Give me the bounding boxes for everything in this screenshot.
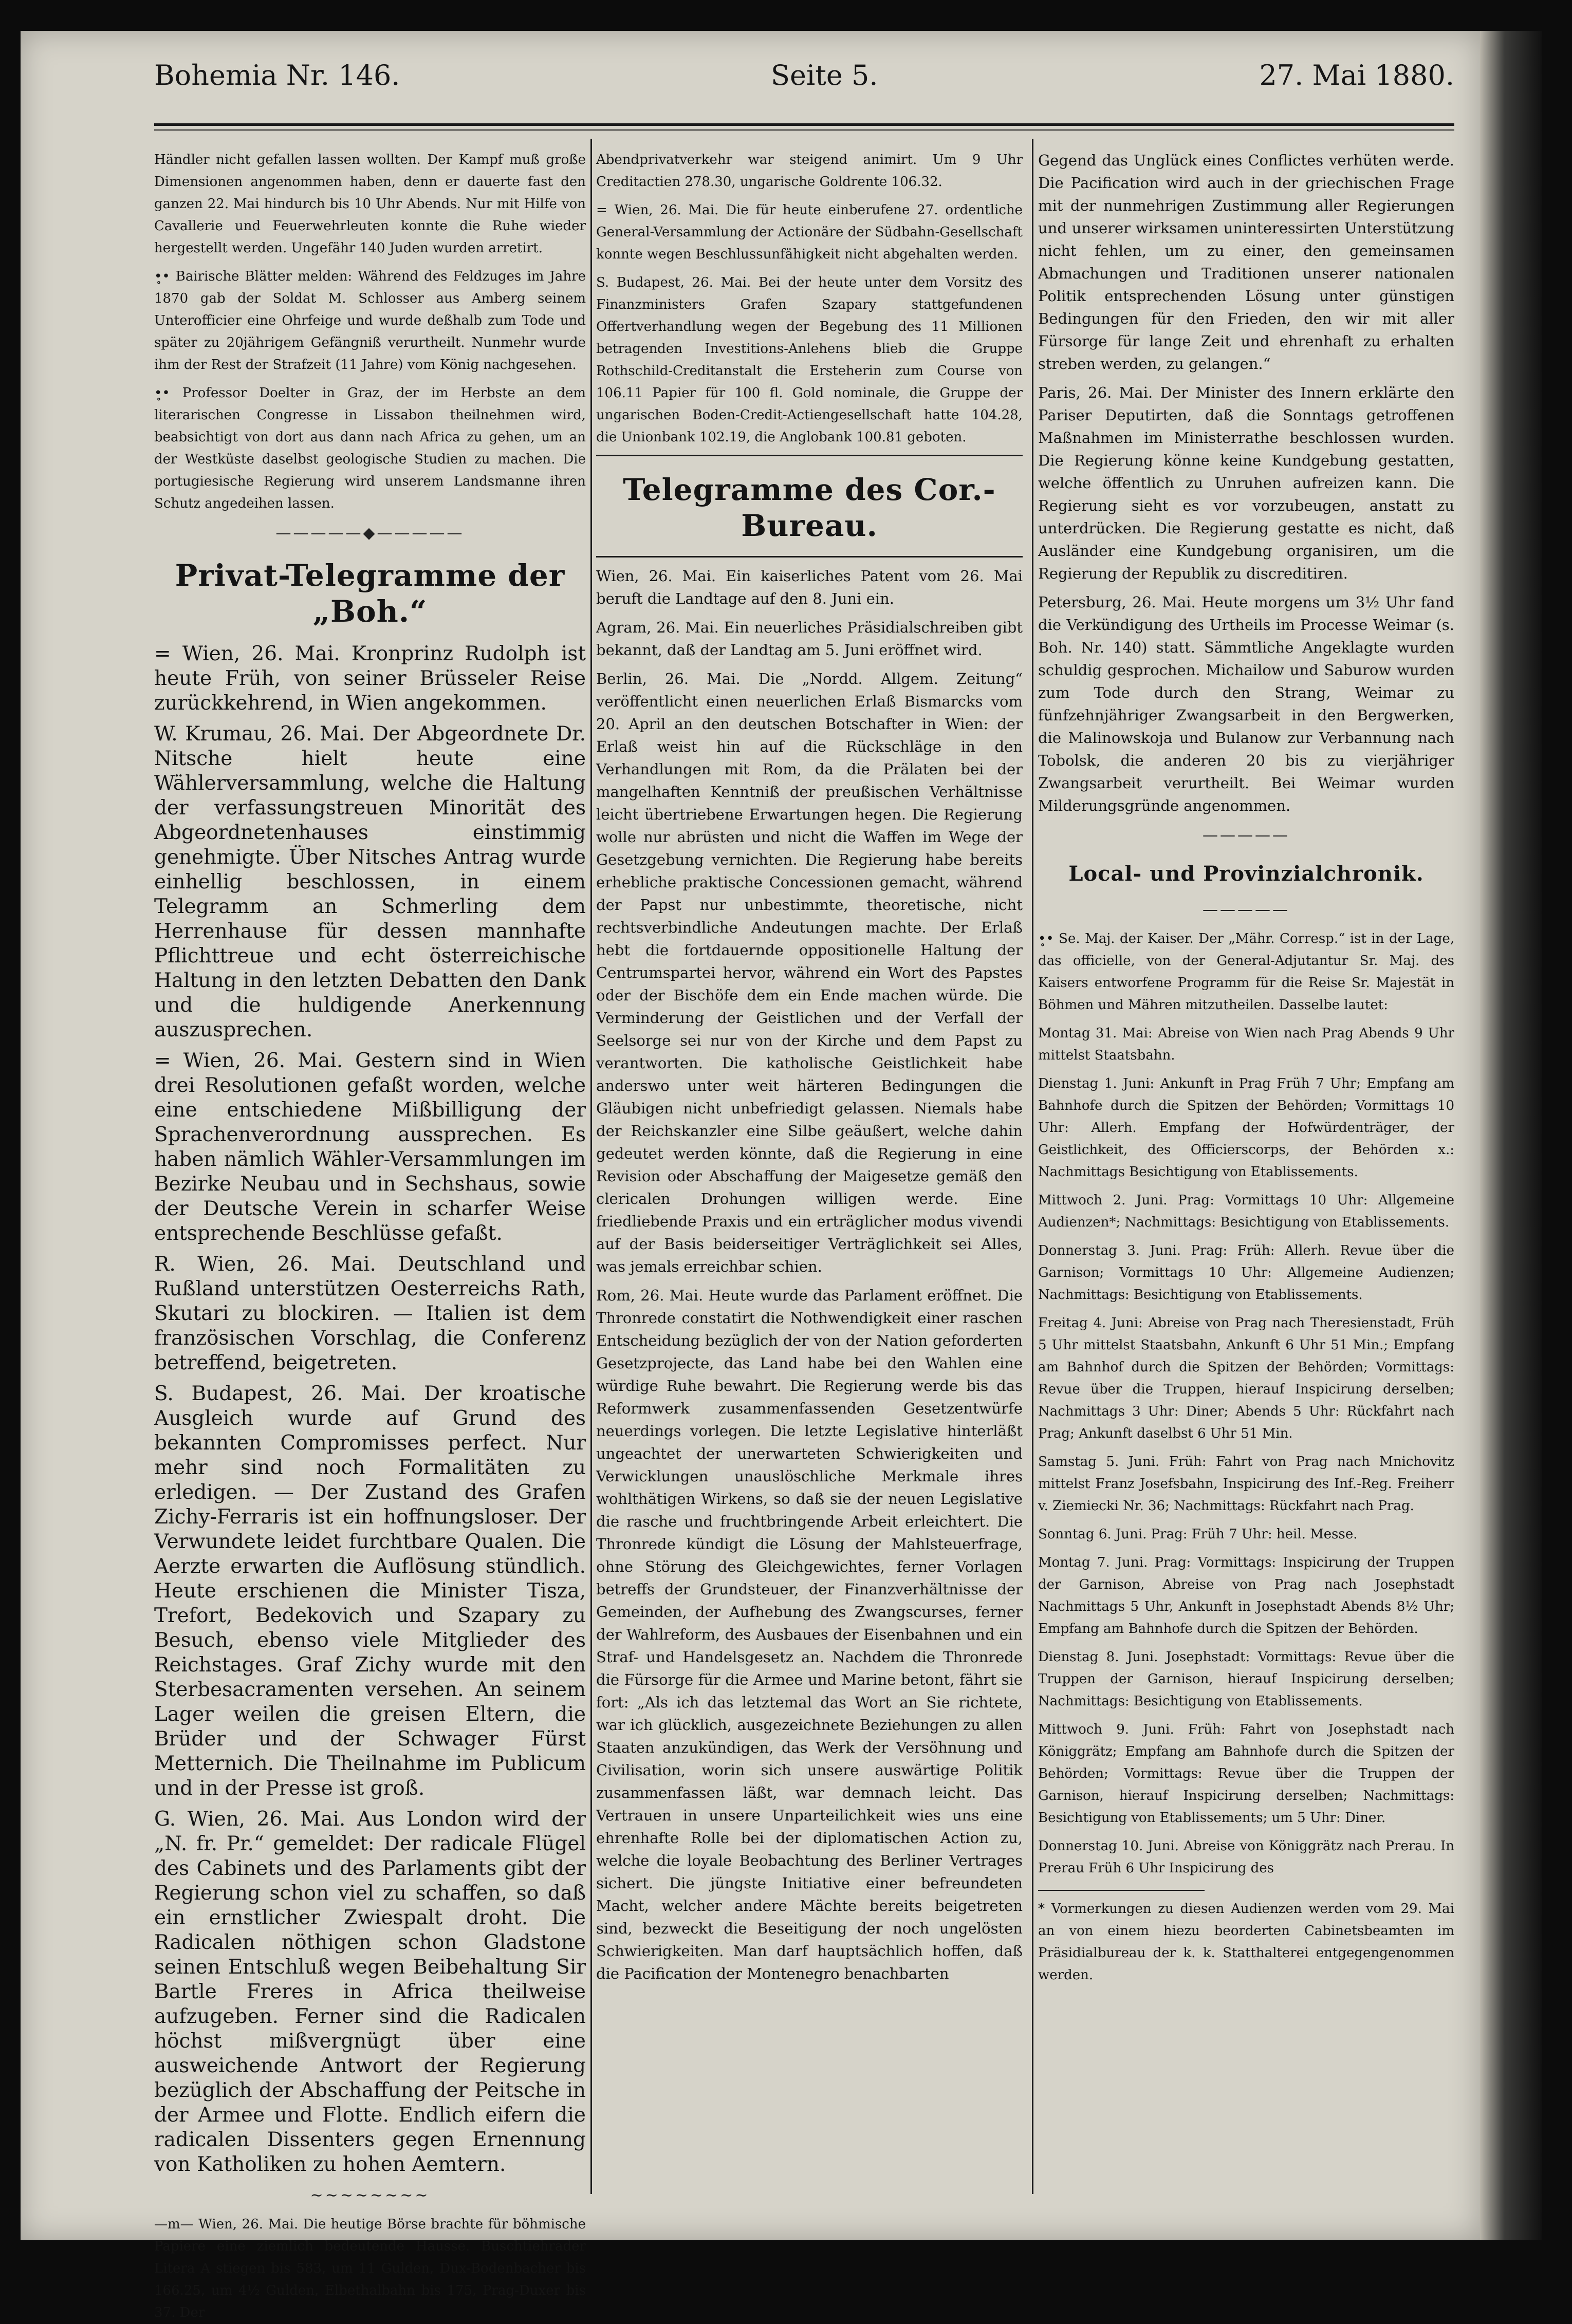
- article-paragraph: Gegend das Unglück eines Conflictes verhüten werde. Die Pacification wird auch in der griechischen Frage mit der nunmehrigen Zustimmung aller Regierungen und unserer wirksamen uninteressirten Unterstützung nicht fehlen, um zu einer, den gemeinsamen Abmachungen und Traditionen unserer nationalen Politik entsprechenden Lösung unter günstigen Bedingungen für den Frieden, den wir mit aller Fürsorge für lange Zeit und ehrenhaft zu erhalten streben werden, zu gelangen.“: [1038, 152, 1454, 373]
- article-paragraph: Händler nicht gefallen lassen wollten. Der Kampf muß große Dimensionen angenommen haben, denn er dauerte fast den ganzen 22. Mai hindurch bis 10 Uhr Abends. Nur mit Hilfe von Cavallerie und Feuerwehrleuten konnte die Ruhe wieder hergestellt werden. Ungefähr 140 Juden wurden arretirt.: [154, 152, 586, 256]
- ornament-divider: —————◆—————: [275, 524, 465, 542]
- ornament-divider: —————: [1203, 901, 1290, 919]
- telegram-item: R. Wien, 26. Mai. Deutschland und Rußland unterstützen Oesterreichs Rath, Skutari zu blockiren. — Italien ist dem französischen Vorschlag, die Conferenz betreffend, beigetreten.: [154, 1253, 586, 1374]
- column-divider-1: [590, 139, 592, 2194]
- column-right: [1038, 149, 1454, 2199]
- telegram-item: Petersburg, 26. Mai. Heute morgens um 3½ Uhr fand die Verkündigung des Urtheils im Processe Weimar (s. Boh. Nr. 140) statt. Sämmtliche Angeklagte wurden schuldig gesprochen. Michailow und Saburow wurden zum Tode durch den Strang, Weimar zu fünfzehnjähriger Zwangsarbeit in den Bergwerken, die Malinowskoja und Bulanow zur Verbannung nach Tobolsk, die anderen 20 bis zu vierjähriger Zwangsarbeit verurtheilt. Bei Weimar wurden Milderungsgründe angenommen.: [1038, 593, 1454, 814]
- schedule-entry: Montag 7. Juni. Prag: Vormittags: Inspicirung der Truppen der Garnison, Abreise von Prag nach Josephstadt Nachmittags 5 Uhr, Ankunft in Josephstadt Abends 8½ Uhr; Empfang am Bahnhofe durch die Spitzen der Behörden.: [1038, 1555, 1454, 1637]
- schedule-entry: Freitag 4. Juni: Abreise von Prag nach Theresienstadt, Früh 5 Uhr mittelst Staatsbahn, Ankunft 6 Uhr 51 Min.; Empfang am Bahnhof durch die Spitzen der Behörden; Vormittags: Revue über die Truppen, hierauf Inspicirung derselben; Nachmittags 3 Uhr: Diner; Abends 5 Uhr: Rückfahrt nach Prag; Ankunft daselbst 6 Uhr 51 Min.: [1038, 1315, 1454, 1441]
- article-paragraph: •̥• Professor Doelter in Graz, der im Herbste an dem literarischen Congresse in Lissabon theilnehmen wird, beabsichtigt von dort aus dann nach Africa zu gehen, um an der Westküste daselbst geologische Studien zu machen. Die portugiesische Regierung wird unserem Landsmanne ihren Schutz angedeihen lassen.: [154, 385, 586, 511]
- telegram-item: Wien, 26. Mai. Ein kaiserliches Patent vom 26. Mai beruft die Landtage auf den 8. Juni ein.: [596, 567, 1023, 607]
- section-rule: [596, 556, 1023, 557]
- article-paragraph: —m— Wien, 26. Mai. Die heutige Börse brachte für böhmische Papiere eine ziemlich bedeutende Hausse. Buschtiehrader Litera A stiegen bis 583, um 11 Gulden, Dux-Bodenbacher bis 166.25, um 4½ Gulden, Elbethalbahn bis 175, Prag-Duxer bis 37. Der: [154, 2217, 586, 2320]
- schedule-entry: Mittwoch 9. Juni. Früh: Fahrt von Josephstadt nach Königgrätz; Empfang am Bahnhofe durch die Spitzen der Behörden; Vormittags: Revue über die Truppen der Garnison, hierauf Inspicirung derselben; Nachmittags: Besichtigung von Etablissements; um 5 Uhr: Diner.: [1038, 1722, 1454, 1826]
- schedule-entry: Montag 31. Mai: Abreise von Wien nach Prag Abends 9 Uhr mittelst Staatsbahn.: [1038, 1026, 1454, 1063]
- telegram-item: = Wien, 26. Mai. Gestern sind in Wien drei Resolutionen gefaßt worden, welche eine entschiedene Mißbilligung der Sprachenverordnung aussprechen. Es haben nämlich Wähler-Versammlungen im Bezirke Neubau und in Sechshaus, sowie der Deutsche Verein in scharfer Weise entsprechende Beschlüsse gefaßt.: [154, 1049, 586, 1245]
- header-date: 27. Mai 1880.: [1259, 59, 1454, 91]
- telegram-item: = Wien, 26. Mai. Kronprinz Rudolph ist heute Früh, von seiner Brüsseler Reise zurückkehrend, in Wien angekommen.: [154, 642, 586, 715]
- section-title-cor-bureau: Telegramme des Cor.-Bureau.: [623, 472, 996, 543]
- ornament-divider: —————: [1203, 826, 1290, 844]
- schedule-entry: Donnerstag 3. Juni. Prag: Früh: Allerh. Revue über die Garnison; Vormittags 10 Uhr: Allgemeine Audienzen; Nachmittags: Besichtigung von Etablissements.: [1038, 1243, 1454, 1303]
- telegram-item: Rom, 26. Mai. Heute wurde das Parlament eröffnet. Die Thronrede constatirt die Nothwendigkeit einer raschen Entscheidung bezüglich der von der Nation geforderten Gesetzprojecte, das Land habe bei den Wahlen eine würdige Ruhe bewahrt. Die Regierung werde bis das Reformwerk zusammenfassenden Gesetzentwürfe neuerdings vorlegen. Die letzte Legislative hinterläßt ungeachtet der unerwarteten Schwierigkeiten und Verwicklungen unauslöschliche Merkmale ihres wohlthätigen Wirkens, so daß sie der neuen Legislative die rasche und fruchtbringende Arbeit erleichtert. Die Thronrede kündigt die Lösung der Mahlsteuerfrage, ohne Störung des Gleichgewichtes, ferner Vorlagen betreffs der Grundsteuer, der Finanzverhältnisse der Gemeinden, der Aufhebung des Zwangscurses, ferner der Wahlreform, des Ausbaues der Eisenbahnen und ein Straf- und Handelsgesetz an. Nachdem die Thronrede die Fürsorge für die Armee und Marine betont, fährt sie fort: „Als ich das letztemal das Wort an Sie richtete, war ich glücklich, ausgezeichnete Beziehungen zu allen Staaten anzukündigen, das Werk der Versöhnung und Civilisation, worin sich unsere auswärtige Politik zusammenfassen läßt, war demnach leicht. Das Vertrauen in unsere Unparteilichkeit wies uns eine ehrenhafte Rolle bei der diplomatischen Action zu, welche die loyale Beobachtung des Berliner Vertrages sichert. Die jüngste Initiative einer befreundeten Macht, welcher andere Mächte bereits beigetreten sind, bezweckt die Beseitigung der noch ungelösten Schwierigkeiten. Man darf hauptsächlich hoffen, daß die Pacification der Montenegro benachbarten: [596, 1287, 1023, 1982]
- telegram-item: W. Krumau, 26. Mai. Der Abgeordnete Dr. Nitsche hielt heute eine Wählerversammlung, welche die Haltung der verfassungstreuen Minorität des Abgeordnetenhauses einstimmig genehmigte. Über Nitsches Antrag wurde einhellig beschlossen, in einem Telegramm an Schmerling dem Herrenhause für dessen mannhafte Pflichttreue und echt österreichische Haltung in den letzten Debatten den Dank und die huldigende Anerkennung auszusprechen.: [154, 722, 586, 1042]
- page-edge-shadow: [1480, 31, 1542, 2240]
- telegram-item: Berlin, 26. Mai. Die „Nordd. Allgem. Zeitung“ veröffentlicht einen neuerlichen Erlaß Bismarcks vom 20. April an den deutschen Botschafter in Wien: der Erlaß weist hin auf die Rückschläge in den Verhandlungen mit Rom, da die Prälaten bei der mangelhaften Kenntniß der preußischen Verhältnisse leicht übertriebene Erwartungen hegen. Die Regierung wolle nur abrüsten und nicht die Waffen im Wege der Gesetzgebung vernichten. Die Regierung habe bereits erhebliche praktische Concessionen gemacht, während der Papst nur unbestimmte, theoretische, nicht rechtsverbindliche Andeutungen machte. Der Erlaß hebt die fortdauernde oppositionelle Haltung der Centrumspartei hervor, während ein Wort des Papstes oder der Bischöfe dem ein Ende machen würde. Die Verminderung der Geistlichen und der Verfall der Seelsorge sei nur von der Kirche und dem Papst zu verantworten. Die katholische Geistlichkeit habe anderswo unter weit härteren Bedingungen die Gläubigen nicht unbefriedigt gelassen. Niemals habe der Reichskanzler eine Silbe geäußert, welche dahin gedeutet werden könnte, daß die Regierung in eine Revision oder Abschaffung der Maigesetze gemäß den clericalen Drohungen willigen werde. Eine friedliebende Praxis und ein erträglicher modus vivendi auf der Basis beiderseitiger Verträglichkeit sei Alles, was jemals erreichbar schien.: [596, 670, 1023, 1275]
- footnote-rule: [1038, 1890, 1205, 1891]
- column-divider-2: [1032, 139, 1033, 2194]
- telegram-item: G. Wien, 26. Mai. Aus London wird der „N. fr. Pr.“ gemeldet: Der radicale Flügel des Cabinets und des Parlaments gibt der Regierung schon viel zu schaffen, so daß ein ernstlicher Zwiespalt droht. Die Radicalen nöthigen schon Gladstone seinen Entschluß wegen Beibehaltung Sir Bartle Freres in Africa theilweise aufzugeben. Ferner sind die Radicalen höchst mißvergnügt über eine ausweichende Antwort der Regierung bezüglich der Abschaffung der Peitsche in der Armee und Flotte. Endlich eifern die radicalen Dissenters gegen Ernennung von Katholiken zu hohen Aemtern.: [154, 1808, 586, 2176]
- telegram-item: S. Budapest, 26. Mai. Der kroatische Ausgleich wurde auf Grund des bekannten Compromisses perfect. Nur mehr sind noch Formalitäten zu erledigen. — Der Zustand des Grafen Zichy-Ferraris ist ein hoffnungsloser. Der Verwundete leidet furchtbare Qualen. Die Aerzte erwarten die Auflösung stündlich. Heute erschienen die Minister Tisza, Trefort, Bedekovich und Szapary zu Besuch, ebenso viele Mitglieder des Reichstages. Graf Zichy wurde mit den Sterbesacramenten versehen. An seinem Lager weilen die greisen Eltern, die Brüder und der Schwager Fürst Metternich. Die Theilnahme im Publicum und in der Presse ist groß.: [154, 1382, 586, 1800]
- header-page-number: Seite 5.: [771, 59, 878, 91]
- header-issue: Bohemia Nr. 146.: [154, 59, 400, 91]
- article-paragraph: •̥• Bairische Blätter melden: Während des Feldzuges im Jahre 1870 gab der Soldat M. Schlosser aus Amberg seinem Unterofficier eine Ohrfeige und wurde deßhalb zum Tode und später zu 20jährigem Gefängniß verurtheilt. Nunmehr wurde ihm der Rest der Strafzeit (11 Jahre) vom König nachgesehen.: [154, 269, 586, 373]
- header-rule: [154, 123, 1454, 126]
- schedule-entry: Mittwoch 2. Juni. Prag: Vormittags 10 Uhr: Allgemeine Audienzen*; Nachmittags: Besichtigung von Etablissements.: [1038, 1193, 1454, 1230]
- article-paragraph: S. Budapest, 26. Mai. Bei der heute unter dem Vorsitz des Finanzministers Grafen Szapary stattgefundenen Offertverhandlung wegen der Begebung des 11 Millionen betragenden Investitions-Anlehens blieb die Gruppe Rothschild-Creditanstalt die Ersteherin zum Course von 106.11 Papier für 100 fl. Gold nominale, die Gruppe der ungarischen Boden-Credit-Actiengesellschaft hatte 104.28, die Unionbank 102.19, die Anglobank 100.81 geboten.: [596, 275, 1023, 445]
- schedule-entry: Samstag 5. Juni. Früh: Fahrt von Prag nach Mnichovitz mittelst Franz Josefsbahn, Inspicirung des Inf.-Reg. Freiherr v. Ziemiecki Nr. 36; Nachmittags: Rückfahrt nach Prag.: [1038, 1454, 1454, 1514]
- telegram-item: Paris, 26. Mai. Der Minister des Innern erklärte den Pariser Deputirten, daß die Sonntags getroffenen Maßnahmen im Ministerrathe beschlossen wurden. Die Regierung könne keine Kundgebung gestatten, welche öffentlich zu Unruhen aufreizen kann. Die Regierung sieht es vor vorzubeugen, anstatt zu unterdrücken. Die Regierung gestatte es nicht, daß Ausländer eine Kundgebung organisiren, um die Regierung der Republik zu discreditiren.: [1038, 384, 1454, 582]
- footnote: * Vormerkungen zu diesen Audienzen werden vom 29. Mai an von einem hiezu beorderten Cabinetsbeamten im Präsidialbureau der k. k. Statthalterei entgegengenommen werden.: [1038, 1901, 1454, 1983]
- schedule-entry: Dienstag 1. Juni: Ankunft in Prag Früh 7 Uhr; Empfang am Bahnhofe durch die Spitzen der Behörden; Vormittags 10 Uhr: Allerh. Empfang der Hofwürdenträger, der Geistlichkeit, des Officierscorps, der Behörden x.: Nachmittags Besichtigung von Etablissements.: [1038, 1076, 1454, 1180]
- column-middle: [596, 149, 1023, 2199]
- schedule-entry: Donnerstag 10. Juni. Abreise von Königgrätz nach Prerau. In Prerau Früh 6 Uhr Inspicirung des: [1038, 1838, 1454, 1876]
- section-title-private-telegrams: Privat-Telegramme der „Boh.“: [175, 558, 565, 629]
- column-left: [154, 149, 586, 2320]
- page-header: [154, 59, 1454, 105]
- section-title-local-chronicle: Local- und Provinzialchronik.: [1068, 862, 1424, 886]
- telegram-item: Agram, 26. Mai. Ein neuerliches Präsidialschreiben gibt bekannt, daß der Landtag am 5. Juni eröffnet wird.: [596, 619, 1023, 659]
- ornament-divider: ∼∼∼∼∼∼∼∼: [310, 2186, 430, 2204]
- chronicle-item: •̥• Se. Maj. der Kaiser. Der „Mähr. Corresp.“ ist in der Lage, das officielle, von der General-Adjutantur Sr. Maj. des Kaisers entworfene Programm für die Reise Sr. Majestät in Böhmen und Mähren mitzutheilen. Dasselbe lautet:: [1038, 931, 1454, 1013]
- article-paragraph: = Wien, 26. Mai. Die für heute einberufene 27. ordentliche General-Versammlung der Actionäre der Südbahn-Gesellschaft konnte wegen Beschlussunfähigkeit nicht abgehalten werden.: [596, 202, 1023, 262]
- article-paragraph: Abendprivatverkehr war steigend animirt. Um 9 Uhr Creditactien 278.30, ungarische Goldrente 106.32.: [596, 152, 1023, 190]
- header-rule-thin: [154, 129, 1454, 131]
- section-rule: [596, 455, 1023, 456]
- schedule-entry: Dienstag 8. Juni. Josephstadt: Vormittags: Revue über die Truppen der Garnison, hierauf Inspicirung derselben; Nachmittags: Besichtigung von Etablissements.: [1038, 1649, 1454, 1709]
- schedule-entry: Sonntag 6. Juni. Prag: Früh 7 Uhr: heil. Messe.: [1038, 1527, 1358, 1542]
